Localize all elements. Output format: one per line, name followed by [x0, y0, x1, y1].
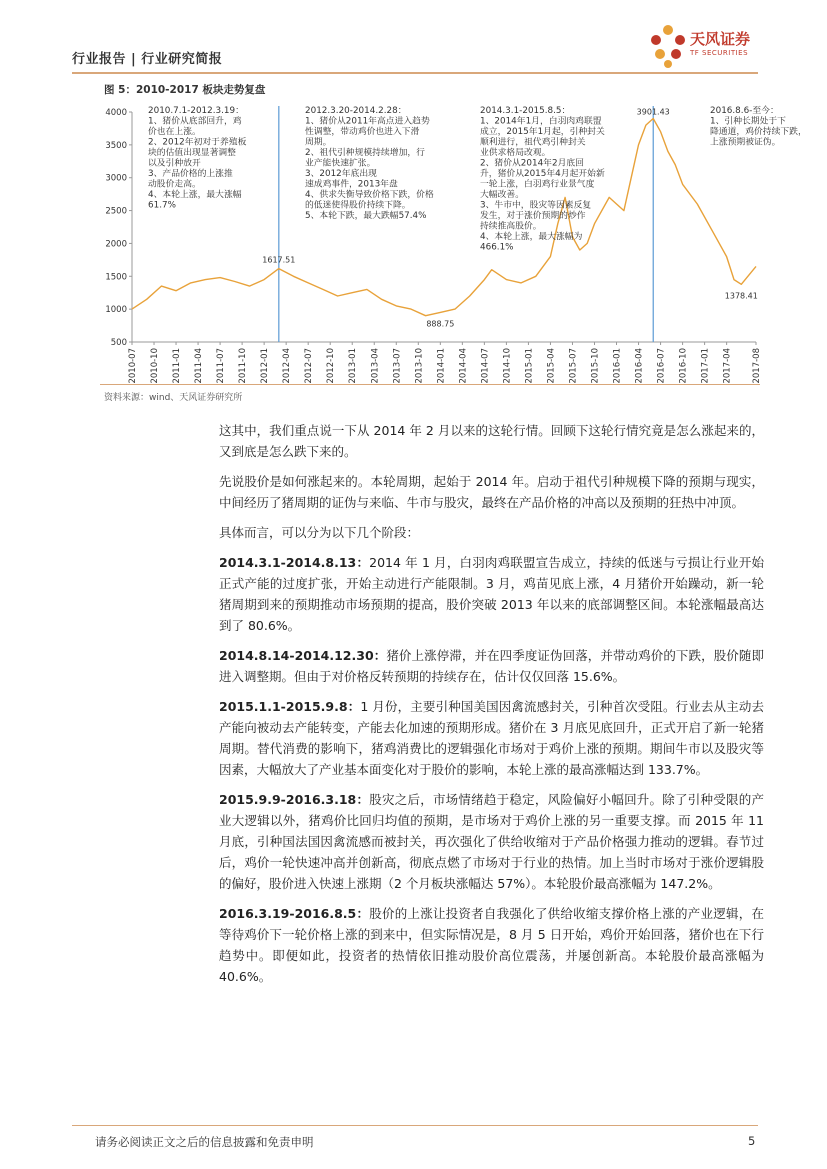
x-tick-label: 2017-01 [700, 348, 711, 384]
x-tick-label: 2015-04 [546, 348, 557, 384]
paragraph-text: 这其中，我们重点说一下从 2014 年 2 月以来的这轮行情。回顾下这轮行情究竟是怎么涨起来的，又到底是怎么跌下来的。 [219, 423, 764, 459]
y-tick-label: 500 [110, 338, 127, 348]
y-tick-label: 2500 [105, 206, 127, 217]
paragraph [219, 471, 764, 513]
x-tick-label: 2010-07 [128, 348, 138, 384]
x-tick-label: 2011-10 [238, 348, 249, 384]
x-tick-label: 2013-04 [370, 348, 381, 384]
annotation-line: 1、2014年1月，白羽肉鸡联盟 [480, 116, 602, 127]
paragraph [219, 522, 764, 543]
header-report-type: 行业报告 | 行业研究简报 [72, 52, 223, 67]
paragraph-text: 具体而言，可以分为以下几个阶段： [219, 525, 420, 540]
x-tick-label: 2011-07 [216, 348, 227, 384]
paragraph [219, 552, 764, 636]
annotation-line: 1、引种长期处于下 [710, 116, 786, 127]
paragraph [219, 903, 764, 987]
y-tick-label: 1500 [105, 272, 127, 283]
annotation-line: 2、猪价从2014年2月底回 [480, 158, 584, 169]
x-tick-label: 2011-04 [194, 348, 205, 384]
annotation-line: 2012.3.20-2014.2.28： [305, 106, 407, 116]
paragraph-text: 股价的上涨让投资者自我强化了供给收缩支撑价格上涨的产业逻辑，在等待鸡价下一轮价格上涨的到来中，但实际情况是，8 月 5 日开始，鸡价开始回落，猪价也在下行趋势中。即便如此，投资者的热情依旧推动股价高位震荡，并屡创新高。本轮股价最高涨幅为 40.6%。 [219, 906, 764, 984]
annotation-line: 的低迷使得股价持续下降。 [305, 200, 411, 211]
figure-rule [100, 384, 760, 385]
chart [100, 98, 807, 384]
peak-label: 888.75 [426, 319, 455, 329]
annotation-line: 动股价走高。 [148, 179, 201, 190]
annotation-line: 大幅改善。 [480, 190, 524, 200]
annotation-line: 持续推高股价。 [480, 221, 542, 232]
header-rule [72, 72, 758, 74]
page-number: 5 [748, 1134, 756, 1148]
x-tick-label: 2014-10 [502, 348, 513, 384]
peak-label: 1378.41 [724, 291, 758, 301]
paragraph-lead: 2015.1.1-2015.9.8： [219, 699, 361, 714]
annotation-line: 2016.8.6-至今： [710, 106, 779, 116]
x-tick-label: 2014-07 [480, 348, 491, 384]
y-tick-label: 1000 [105, 305, 127, 316]
annotation-line: 5、本轮下跌，最大跌幅57.4% [305, 211, 427, 221]
x-tick-label: 2012-10 [326, 348, 337, 384]
annotation-line: 61.7% [148, 200, 176, 211]
x-tick-label: 2016-04 [634, 348, 645, 384]
annotation-line: 2010.7.1-2012.3.19： [148, 106, 244, 116]
x-tick-label: 2013-01 [348, 348, 359, 384]
x-tick-label: 2017-08 [752, 348, 762, 384]
annotation-line: 发生，对于涨价预期的炒作 [480, 211, 586, 221]
footer-disclaimer: 请务必阅读正文之后的信息披露和免责申明 [95, 1135, 314, 1149]
annotation-line: 以及引种放开 [148, 158, 201, 169]
annotation-line: 块的估值出现显著调整 [148, 148, 236, 158]
logo-mark-icon [648, 22, 688, 70]
x-tick-label: 2016-01 [612, 348, 623, 384]
x-tick-label: 2011-01 [172, 348, 183, 384]
peak-label: 3901.43 [636, 107, 670, 117]
x-tick-label: 2010-10 [150, 348, 161, 384]
footer-rule [72, 1125, 758, 1126]
paragraph-text: 1 月份，主要引种国美国因禽流感封关，引种首次受阻。行业去从主动去产能向被动去产能转变，产能去化加速的预期形成。猪价在 3 月底见底回升，正式开启了新一轮猪周期。替代消费的影响下，猪鸡消费比的逻辑强化市场对于鸡价上涨的预期。期间牛市以及股灾等因素，大幅放大了产业基本面变化对于股价的影响，本轮上涨的最高涨幅达到 133.7%。 [219, 699, 764, 777]
annotation-line: 成立，2015年1月起，引种封关 [480, 127, 605, 137]
paragraph-lead: 2014.3.1-2014.8.13： [219, 555, 370, 570]
paragraph-text: 股灾之后，市场情绪趋于稳定，风险偏好小幅回升。除了引种受限的产业大逻辑以外，猪鸡价比回归均值的预期，是市场对于鸡价上涨的另一重要支撑。而 2015 年 11 月底，引种国法国因禽流感而被封关，再次强化了供给收缩对于产品价格强力推动的逻辑。春节过后，鸡价一轮快速冲高并创新高，彻底点燃了市场对于行业的热情。加上当时市场对于涨价逻辑股的偏好，股价进入快速上涨期（2 个月板块涨幅达 57%）。本轮股价最高涨幅为 147.2%。 [219, 792, 764, 891]
annotation-line: 业供求格局改观。 [480, 148, 551, 158]
annotation-line: 4、本轮上涨，最大涨幅 [148, 190, 242, 200]
x-tick-label: 2012-01 [260, 348, 271, 384]
x-tick-label: 2012-04 [282, 348, 293, 384]
paragraph-lead: 2016.3.19-2016.8.5： [219, 906, 370, 921]
paragraph [219, 696, 764, 780]
figure-title: 图 5：2010-2017 板块走势复盘 [104, 84, 266, 96]
annotation-line: 3、产品价格的上涨推 [148, 169, 233, 179]
annotation-line: 周期。 [305, 137, 332, 148]
annotation-line: 性调整，带动鸡价也进入下滑 [305, 127, 420, 137]
annotation-line: 2、2012年初对于养殖板 [148, 137, 247, 148]
y-tick-label: 4000 [105, 108, 127, 118]
paragraph [219, 420, 764, 462]
annotation-line: 4、本轮上涨，最大涨幅为 [480, 232, 583, 242]
chart-svg [100, 98, 807, 384]
y-tick-label: 3500 [105, 140, 127, 151]
logo-subtext: TF SECURITIES [690, 49, 749, 57]
logo-text: 天风证券 [690, 30, 751, 48]
x-tick-label: 2012-07 [304, 348, 315, 384]
paragraph [219, 789, 764, 894]
x-tick-label: 2017-04 [722, 348, 733, 384]
annotation-line: 2、祖代引种规模持续增加，行 [305, 148, 425, 158]
annotation-line: 速成鸡事件，2013年盘 [305, 179, 398, 190]
annotation-line: 3、2012年底出现 [305, 169, 377, 179]
annotation-line: 1、猪价从2011年高点进入趋势 [305, 116, 430, 127]
paragraph-lead: 2014.8.14-2014.12.30： [219, 648, 387, 663]
peak-label: 1617.51 [262, 255, 296, 265]
y-tick-label: 2000 [105, 239, 127, 250]
paragraph-lead: 2015.9.9-2016.3.18： [219, 792, 370, 807]
annotation-line: 上涨预期被证伪。 [710, 137, 781, 148]
annotation-line: 3、牛市中，股灾等因素反复 [480, 200, 592, 211]
annotation-line: 价也在上涨。 [148, 127, 201, 137]
y-tick-label: 3000 [105, 173, 127, 184]
paragraph-text: 2014 年 1 月，白羽肉鸡联盟宣告成立，持续的低迷与亏损让行业开始正式产能的过度扩张，开始主动进行产能限制。3 月，鸡苗见底上涨，4 月猪价开始躁动，新一轮猪周期到来的预期推动市场预期的提高，股价突破 2013 年以来的底部调整区间。本轮涨幅最高达到了 80.6%。 [219, 555, 765, 633]
x-tick-label: 2014-04 [458, 348, 469, 384]
paragraph-text: 先说股价是如何涨起来的。本轮周期，起始于 2014 年。启动于祖代引种规模下降的预期与现实，中间经历了猪周期的证伪与来临、牛市与股灾，最终在产品价格的冲高以及预期的狂热中冲顶。 [219, 474, 764, 510]
annotation-line: 业产能快速扩张。 [305, 158, 376, 169]
annotation-line: 466.1% [480, 242, 514, 253]
x-tick-label: 2013-10 [414, 348, 425, 384]
x-tick-label: 2015-01 [524, 348, 535, 384]
x-tick-label: 2013-07 [392, 348, 403, 384]
figure-source: 资料来源：wind、天风证券研究所 [104, 393, 243, 403]
paragraph [219, 645, 764, 687]
annotation-line: 一轮上涨，白羽鸡行业景气度 [480, 179, 595, 190]
annotation-line: 2014.3.1-2015.8.5： [480, 106, 571, 116]
x-tick-label: 2016-07 [656, 348, 667, 384]
logo [648, 22, 758, 72]
x-tick-label: 2014-01 [436, 348, 447, 384]
annotation-line: 顺利进行，祖代鸡引种封关 [480, 137, 586, 148]
body-text [219, 420, 764, 996]
annotation-line: 1、猪价从底部回升，鸡 [148, 116, 242, 127]
annotation-line: 4、供求失衡导致价格下跌，价格 [305, 190, 434, 200]
x-tick-label: 2016-10 [678, 348, 689, 384]
annotation-line: 升，猪价从2015年4月起开始新 [480, 169, 605, 179]
annotation-line: 降通道，鸡价持续下跌， [710, 127, 807, 137]
x-tick-label: 2015-10 [590, 348, 601, 384]
paragraph-text: 猪价上涨停滞，并在四季度证伪回落，并带动鸡价的下跌，股价随即进入调整期。但由于对价格反转预期的持续存在，估计仅仅回落 15.6%。 [219, 648, 764, 684]
x-tick-label: 2015-07 [568, 348, 579, 384]
